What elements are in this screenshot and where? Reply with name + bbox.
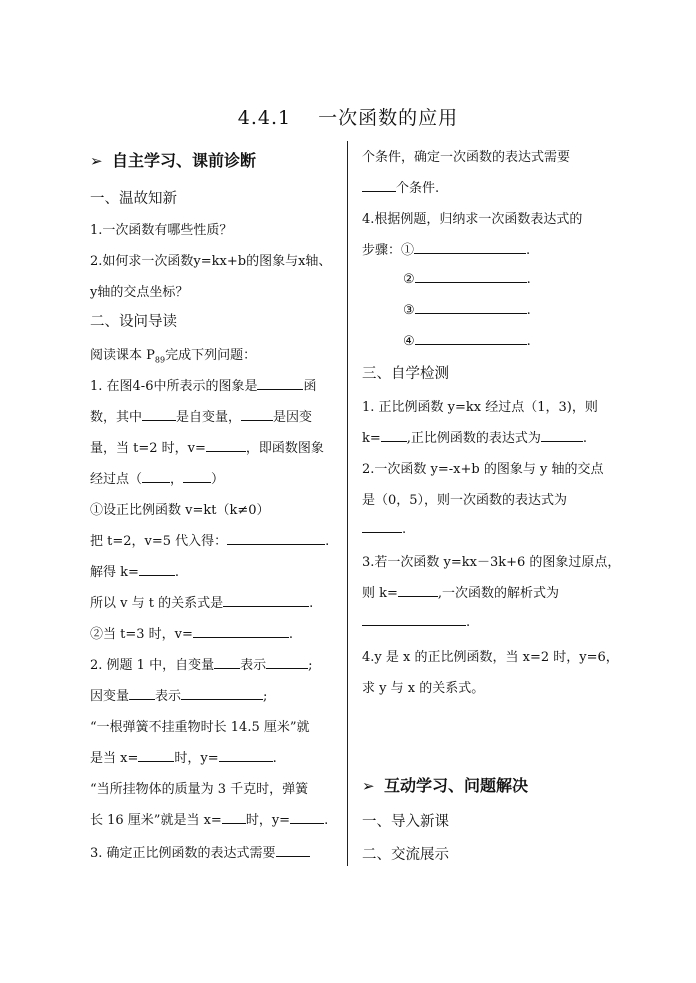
step-4: ④ . bbox=[403, 334, 531, 349]
blank[interactable] bbox=[381, 429, 407, 442]
part-review: 一、温故知新 bbox=[90, 191, 177, 207]
test-3-line-1: 3.若一次函数 y=kx－3k+6 的图象过原点， bbox=[362, 555, 621, 570]
test-4-line-2: 求 y 与 x 的关系式。 bbox=[362, 681, 485, 696]
item-1-line-5: ①设正比例函数 v=kt（k≠0） bbox=[90, 503, 270, 518]
blank[interactable] bbox=[223, 594, 309, 607]
blank[interactable] bbox=[222, 811, 246, 824]
blank[interactable] bbox=[415, 301, 527, 314]
arrow-bullet-icon: ➢ bbox=[362, 777, 375, 795]
blank[interactable] bbox=[541, 429, 583, 442]
item-2-line-5: “当所挂物体的质量为 3 千克时，弹簧 bbox=[90, 782, 309, 797]
item-1-line-6: 把 t=2，v=5 代入得： . bbox=[90, 534, 330, 549]
blank[interactable] bbox=[214, 656, 240, 669]
item-1-line-1: 1. 在图4-6中所表示的图象是 函 bbox=[90, 379, 317, 394]
blank[interactable] bbox=[142, 408, 176, 421]
item-2-line-2: 因变量 表示 ; bbox=[90, 689, 268, 704]
item-1-line-4: 经过点（ ， ） bbox=[90, 472, 225, 487]
page-title: 4.4.1 一次函数的应用 bbox=[237, 107, 459, 129]
test-1-line-2: k= ,正比例函数的表达式为 . bbox=[362, 431, 588, 446]
blank[interactable] bbox=[414, 241, 526, 254]
item-1-line-9: ②当 t=3 时，v= . bbox=[90, 627, 294, 642]
part-guided-reading: 二、设问导读 bbox=[90, 314, 177, 330]
test-4-line-1: 4.y 是 x 的正比例函数，当 x=2 时，y=6， bbox=[362, 650, 619, 665]
part-self-test: 三、自学检测 bbox=[362, 366, 449, 382]
item-1-line-8: 所以 v 与 t 的关系式是 . bbox=[90, 596, 314, 611]
item-2-line-3: “一根弹簧不挂重物时长 14.5 厘米”就 bbox=[90, 720, 310, 735]
blank[interactable] bbox=[362, 613, 466, 626]
blank[interactable] bbox=[290, 811, 324, 824]
item-3-line-3: 个条件. bbox=[362, 177, 439, 196]
step-3: ③ . bbox=[403, 303, 531, 318]
blank[interactable] bbox=[415, 270, 527, 283]
blank[interactable] bbox=[206, 439, 246, 452]
blank[interactable] bbox=[193, 625, 289, 638]
question-2-line-1: 2.如何求一次函数y=kx+b的图象与x轴、 bbox=[90, 254, 332, 269]
arrow-bullet-icon: ➢ bbox=[90, 152, 103, 170]
test-3-line-2: 则 k= ,一次函数的解析式为 bbox=[362, 586, 560, 601]
step-1: 步骤：① . bbox=[362, 243, 531, 258]
item-1-line-2: 数，其中 是自变量， 是因变 bbox=[90, 410, 313, 425]
blank[interactable] bbox=[241, 408, 273, 421]
blank[interactable] bbox=[227, 532, 325, 545]
item-2-line-6: 长 16 厘米”就是当 x= 时，y= . bbox=[90, 813, 329, 828]
item-2-line-4: 是当 x= 时，y= . bbox=[90, 751, 277, 766]
item-3-line-2: 个条件，确定一次函数的表达式需要 bbox=[362, 150, 571, 165]
blank[interactable] bbox=[398, 584, 438, 597]
test-2-line-1: 2.一次函数 y=-x+b 的图象与 y 轴的交点 bbox=[362, 462, 604, 477]
item-4-line-1: 4.根据例题，归纳求一次函数表达式的 bbox=[362, 212, 583, 227]
test-1-line-1: 1. 正比例函数 y=kx 经过点（1，3)，则 bbox=[362, 400, 598, 415]
test-2-line-2: 是（0，5），则一次函数的表达式为 bbox=[362, 493, 568, 508]
part-new-lesson: 一、导入新课 bbox=[362, 814, 449, 830]
blank[interactable] bbox=[138, 749, 174, 762]
question-1: 1.一次函数有哪些性质？ bbox=[90, 223, 233, 238]
blank[interactable] bbox=[142, 470, 170, 483]
question-2-line-2: y轴的交点坐标？ bbox=[90, 285, 189, 300]
item-3-line-1: 3. 确定正比例函数的表达式需要 bbox=[90, 842, 310, 861]
blank[interactable] bbox=[362, 520, 402, 533]
item-1-line-7: 解得 k= . bbox=[90, 565, 180, 580]
blank[interactable] bbox=[415, 332, 527, 345]
blank[interactable] bbox=[276, 844, 310, 857]
section-heading-interactive: ➢ 互动学习、问题解决 bbox=[362, 776, 529, 795]
test-3-line-3: . bbox=[362, 613, 470, 630]
column-divider bbox=[347, 141, 348, 866]
blank[interactable] bbox=[362, 179, 396, 192]
blank[interactable] bbox=[129, 687, 155, 700]
part-exchange: 二、交流展示 bbox=[362, 847, 449, 863]
blank[interactable] bbox=[266, 656, 308, 669]
item-1-line-3: 量，当 t=2 时，v= ，即函数图象 bbox=[90, 441, 324, 456]
reading-instruction: 阅读课本 $P_{89}$完成下列问题： bbox=[90, 348, 257, 365]
test-2-line-3: . bbox=[362, 520, 406, 537]
step-2: ② . bbox=[403, 272, 531, 287]
blank[interactable] bbox=[181, 687, 263, 700]
blank[interactable] bbox=[257, 377, 303, 390]
blank[interactable] bbox=[183, 470, 211, 483]
blank[interactable] bbox=[139, 563, 175, 576]
blank[interactable] bbox=[219, 749, 273, 762]
item-2-line-1: 2. 例题 1 中，自变量 表示 ; bbox=[90, 658, 313, 673]
section-heading-self-study: ➢ 自主学习、课前诊断 bbox=[90, 151, 257, 170]
